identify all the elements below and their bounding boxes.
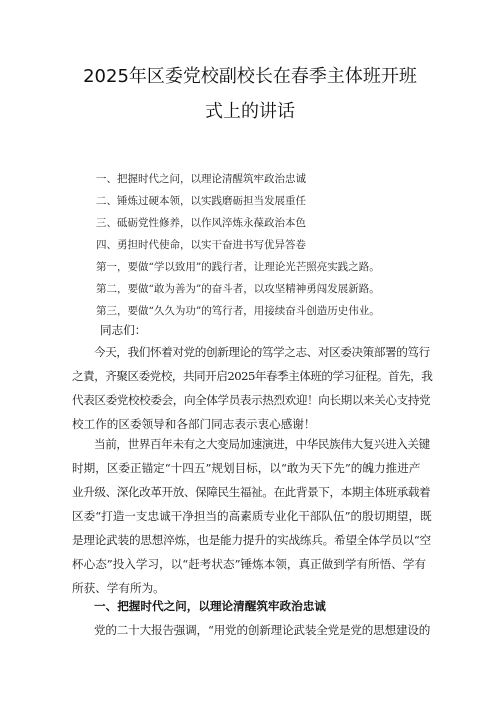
paragraph-line: 所获、学有所为。: [72, 581, 165, 595]
paragraph-1: [72, 340, 432, 436]
paragraph-line: 之責，齐聚区委党校，共同开启2025年春季主体班的学习征程。首先，我: [72, 369, 433, 383]
paragraph-line: 校工作的区委领导和各部门同志表示衷心感谢！: [72, 417, 316, 431]
outline-item: 第二，要做“敢为善为”的奋斗者，以攻坚精神勇闯发展新路。: [96, 283, 380, 295]
paragraph-line: 杯心态”投入学习，以“赶考状态”锤炼本领，真正做到学有所悟、学有: [72, 557, 427, 571]
document-title-line-2: 式上的讲话: [205, 101, 295, 122]
paragraph-line: 党的二十大报告强调，“用党的创新理论武装全党是党的思想建设的: [94, 623, 431, 637]
paragraph-line: 区委“打造一支忠诚干净担当的高素质专业化干部队伍”的殷切期望，既: [72, 509, 432, 523]
outline-item: 第三，要做“久久为功”的笃行者，用接续奋斗创造历史伟业。: [96, 305, 380, 317]
outline-item: 一、把握时代之问，以理论清醒筑牢政治忠诚: [96, 173, 306, 185]
section-heading-1: 一、把握时代之问，以理论清醒筑牢政治忠诚: [94, 599, 326, 613]
outline-item: 二、锤炼过硬本领，以实践磨砺担当发展重任: [96, 195, 306, 207]
paragraph-line: 时期，区委正锚定“十四五”规划目标，以“敢为天下先”的魄力推进产: [72, 461, 421, 475]
paragraph-2: [72, 432, 432, 600]
salutation: 同志们：: [100, 323, 147, 337]
paragraph-line: 代表区委党校校委会，向全体学员表示热烈欢迎！向长期以来关心支持党: [72, 393, 431, 407]
paragraph-line: 是理论武装的思想淬炼，也是能力提升的实战练兵。希望全体学员以“空: [72, 533, 431, 547]
paragraph-3: [72, 618, 432, 642]
outline-item: 三、砥砺党性修养，以作风淬炼永葆政治本色: [96, 217, 306, 229]
document-title-line-1: 2025年区委党校副校长在春季主体班开班: [83, 66, 417, 87]
outline-item: 四、勇担时代使命，以实干奋进书写优异答卷: [96, 239, 306, 251]
outline-item: 第一，要做“学以致用”的践行者，让理论光芒照亮实践之路。: [96, 261, 380, 273]
paragraph-line: 业升级、深化改革开放、保障民生福祉。在此背景下，本期主体班承载着: [72, 485, 431, 499]
paragraph-line: 今天，我们怀着对党的创新理论的笃学之志、对区委决策部署的笃行: [94, 345, 430, 359]
paragraph-line: 当前，世界百年未有之大变局加速演进，中华民族伟大复兴进入关键: [94, 437, 430, 451]
